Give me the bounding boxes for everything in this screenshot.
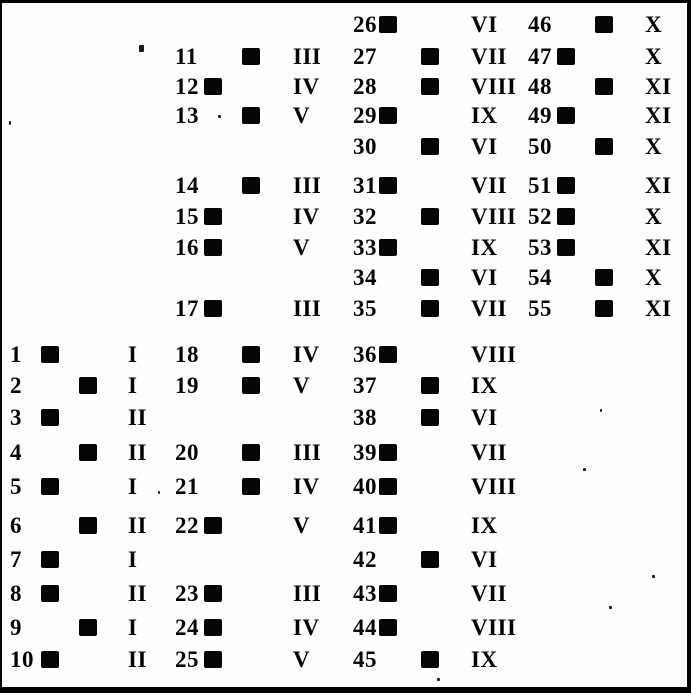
entry-numeral: VII [471,44,508,69]
response-square-icon [557,208,575,225]
entry-numeral: IX [471,103,498,128]
entry-numeral: IV [293,74,320,99]
response-square-icon [379,239,397,256]
entry-number: 33 [353,235,377,260]
entry-number: 14 [175,173,199,198]
entry-number: 51 [528,173,552,198]
entry-number: 8 [10,581,22,606]
entry-number: 39 [353,440,377,465]
scan-speck [158,491,160,494]
response-square-icon [242,444,260,461]
entry-numeral: V [293,235,311,260]
entry-number: 42 [353,547,377,572]
entry-number: 18 [175,342,199,367]
entry-number: 24 [175,615,199,640]
entry-number: 2 [10,373,22,398]
entry-number: 53 [528,235,552,260]
entry-numeral: IX [471,235,498,260]
response-square-icon [41,409,59,426]
response-square-icon [557,48,575,65]
entry-numeral: VII [471,581,508,606]
response-square-icon [204,619,222,636]
response-square-icon [204,239,222,256]
entry-numeral: VIII [471,342,517,367]
response-square-icon [79,377,97,394]
response-square-icon [379,16,397,33]
entry-numeral: II [128,405,147,430]
entry-number: 38 [353,405,377,430]
response-square-icon [421,551,439,568]
entry-numeral: III [293,296,322,321]
entry-numeral: V [293,647,311,672]
entry-number: 30 [353,134,377,159]
scan-speck [609,606,612,609]
entry-numeral: VIII [471,204,517,229]
entry-numeral: IX [471,373,498,398]
response-square-icon [204,651,222,668]
response-square-icon [242,377,260,394]
entry-numeral: VII [471,296,508,321]
entry-numeral: VI [471,547,498,572]
response-square-icon [204,585,222,602]
entry-numeral: IV [293,204,320,229]
response-square-icon [379,107,397,124]
response-square-icon [421,208,439,225]
entry-numeral: XI [645,74,672,99]
entry-number: 29 [353,103,377,128]
response-square-icon [41,551,59,568]
entry-numeral: X [645,265,663,290]
entry-numeral: V [293,103,311,128]
entry-number: 26 [353,12,377,37]
entry-number: 13 [175,103,199,128]
entry-number: 48 [528,74,552,99]
response-square-icon [41,585,59,602]
entry-number: 31 [353,173,377,198]
entry-numeral: VI [471,265,498,290]
response-square-icon [595,78,613,95]
entry-number: 20 [175,440,199,465]
entry-numeral: X [645,134,663,159]
entry-numeral: III [293,581,322,606]
response-square-icon [421,78,439,95]
entry-number: 41 [353,513,377,538]
entry-number: 36 [353,342,377,367]
entry-numeral: IV [293,342,320,367]
entry-number: 3 [10,405,22,430]
response-square-icon [242,48,260,65]
response-square-icon [79,517,97,534]
response-square-icon [421,651,439,668]
entry-number: 55 [528,296,552,321]
scan-speck [218,115,221,118]
entry-number: 52 [528,204,552,229]
response-square-icon [557,107,575,124]
response-square-icon [595,269,613,286]
entry-number: 46 [528,12,552,37]
response-square-icon [557,177,575,194]
entry-numeral: VIII [471,615,517,640]
response-square-icon [204,78,222,95]
scan-speck [437,678,440,681]
entry-number: 15 [175,204,199,229]
response-square-icon [379,478,397,495]
response-square-icon [41,478,59,495]
entry-numeral: III [293,44,322,69]
entry-numeral: I [128,547,138,572]
entry-number: 19 [175,373,199,398]
entry-numeral: X [645,44,663,69]
entry-numeral: XI [645,235,672,260]
entry-numeral: II [128,513,147,538]
response-square-icon [204,208,222,225]
entry-numeral: I [128,474,138,499]
entry-numeral: IX [471,647,498,672]
response-square-icon [242,478,260,495]
scan-speck [600,409,602,412]
entry-numeral: XI [645,103,672,128]
response-square-icon [79,444,97,461]
entry-number: 6 [10,513,22,538]
scan-speck [652,575,655,578]
entry-number: 1 [10,342,22,367]
entry-number: 5 [10,474,22,499]
entry-numeral: VIII [471,474,517,499]
response-square-icon [421,48,439,65]
scan-speck [583,468,586,471]
entry-number: 16 [175,235,199,260]
response-square-icon [204,300,222,317]
entry-number: 12 [175,74,199,99]
response-square-icon [421,377,439,394]
entry-number: 34 [353,265,377,290]
entry-numeral: IX [471,513,498,538]
response-square-icon [421,409,439,426]
entry-numeral: VIII [471,74,517,99]
response-square-icon [595,300,613,317]
response-square-icon [421,269,439,286]
entry-number: 44 [353,615,377,640]
entry-number: 50 [528,134,552,159]
response-square-icon [379,517,397,534]
entry-number: 23 [175,581,199,606]
entry-numeral: VII [471,440,508,465]
response-square-icon [421,138,439,155]
response-square-icon [379,346,397,363]
entry-numeral: VI [471,12,498,37]
entry-number: 45 [353,647,377,672]
scan-speck [139,45,144,52]
entry-numeral: VII [471,173,508,198]
response-square-icon [41,346,59,363]
entry-number: 10 [10,647,34,672]
response-square-icon [421,300,439,317]
entry-numeral: II [128,647,147,672]
entry-numeral: VI [471,405,498,430]
response-square-icon [41,651,59,668]
entry-number: 32 [353,204,377,229]
response-square-icon [595,16,613,33]
entry-number: 25 [175,647,199,672]
entry-number: 11 [175,44,198,69]
entry-number: 28 [353,74,377,99]
entry-number: 35 [353,296,377,321]
entry-numeral: I [128,615,138,640]
entry-number: 40 [353,474,377,499]
entry-numeral: II [128,581,147,606]
response-square-icon [379,444,397,461]
entry-numeral: X [645,12,663,37]
entry-number: 49 [528,103,552,128]
response-square-icon [379,585,397,602]
entry-numeral: XI [645,173,672,198]
response-square-icon [379,619,397,636]
entry-numeral: VI [471,134,498,159]
response-square-icon [557,239,575,256]
entry-numeral: III [293,173,322,198]
response-square-icon [242,177,260,194]
response-square-icon [242,107,260,124]
entry-numeral: III [293,440,322,465]
entry-number: 27 [353,44,377,69]
response-square-icon [79,619,97,636]
entry-number: 22 [175,513,199,538]
entry-number: 21 [175,474,199,499]
entry-number: 47 [528,44,552,69]
response-square-icon [379,177,397,194]
entry-number: 54 [528,265,552,290]
entry-numeral: XI [645,296,672,321]
entry-number: 17 [175,296,199,321]
entry-numeral: IV [293,615,320,640]
entry-numeral: X [645,204,663,229]
entry-numeral: IV [293,474,320,499]
entry-number: 43 [353,581,377,606]
scan-speck [9,121,11,125]
entry-number: 9 [10,615,22,640]
entry-numeral: V [293,373,311,398]
entry-numeral: V [293,513,311,538]
response-square-icon [204,517,222,534]
entry-numeral: I [128,342,138,367]
entry-number: 7 [10,547,22,572]
response-square-icon [595,138,613,155]
response-square-icon [242,346,260,363]
entry-numeral: II [128,440,147,465]
entry-numeral: I [128,373,138,398]
entry-number: 37 [353,373,377,398]
entry-number: 4 [10,440,22,465]
